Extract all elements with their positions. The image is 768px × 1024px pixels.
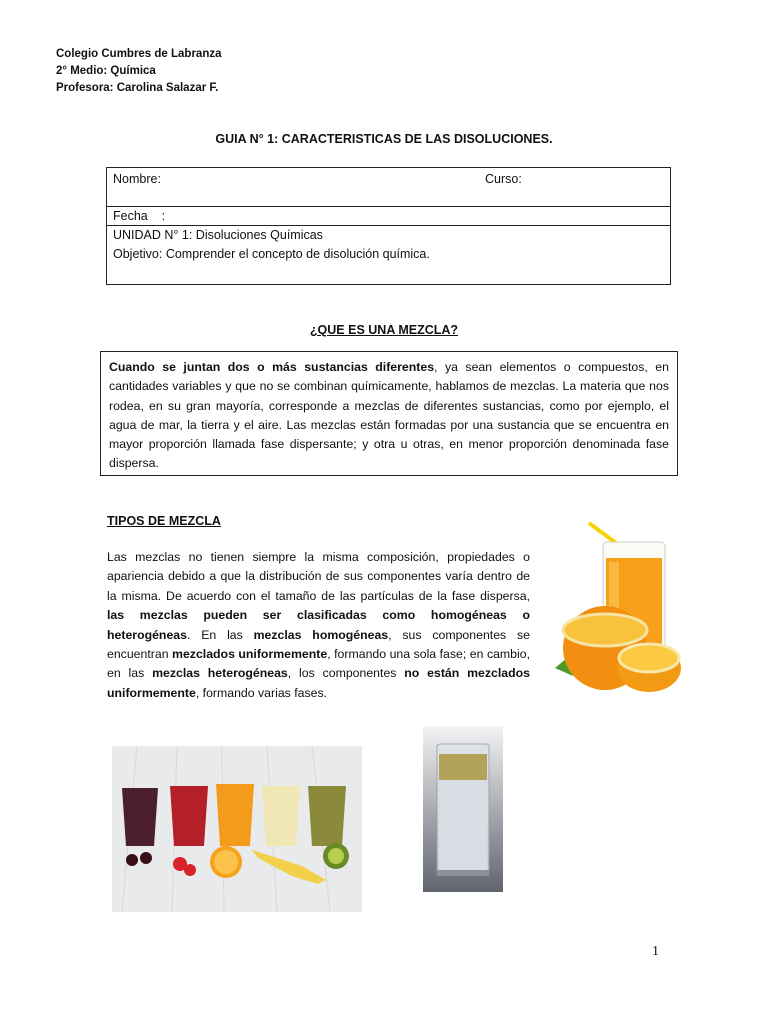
- tipos-text-3: , sus componentes se encuentran: [107, 627, 530, 662]
- page-number: 1: [652, 944, 659, 959]
- unidad-line: [113, 228, 323, 242]
- teacher-name: Profesora: Carolina Salazar F.: [56, 82, 219, 94]
- tipos-text-4: , formando una sola fase; en cambio, en las: [107, 647, 531, 681]
- definition-bold-lead: Cuando se juntan dos o más sustancias diferentes: [109, 360, 435, 374]
- course-name: 2° Medio: Química: [56, 65, 156, 77]
- tipos-text-6: , formando varias fases.: [195, 685, 328, 700]
- tipos-bold-1: las mezclas pueden ser clasificadas como homogéneas o heterogéneas: [107, 608, 530, 642]
- water-glass-image: [423, 726, 503, 892]
- unidad-value: Disoluciones Químicas: [192, 228, 323, 242]
- tipos-paragraph: [107, 548, 530, 703]
- document-header: [56, 46, 222, 97]
- unidad-row: [107, 226, 670, 284]
- orange-juice-image: [545, 518, 695, 698]
- tipos-bold-4: mezclas heterogéneas: [152, 666, 288, 681]
- definition-text: [109, 358, 669, 474]
- tipos-text-1: Las mezclas no tienen siempre la misma composición, propiedades o apariencia debido a que la distribución de sus componentes varía dentro de la misma. De acuerdo con el tamaño de las partículas de la fase dispersa,: [107, 550, 530, 603]
- curso-label: Curso:: [485, 172, 522, 186]
- section-question: ¿QUE ES UNA MEZCLA?: [309, 323, 459, 337]
- unidad-label: UNIDAD N° 1:: [113, 228, 193, 242]
- name-row: [107, 168, 670, 207]
- colored-juices-image: [112, 746, 362, 912]
- tipos-bold-5: no están mezclados uniformemente: [107, 666, 531, 700]
- tipos-heading: TIPOS DE MEZCLA: [107, 514, 221, 528]
- objetivo-value: Comprender el concepto de disolución química.: [162, 247, 430, 261]
- tipos-bold-3: mezclados uniformemente: [172, 647, 328, 662]
- definition-box: [100, 351, 678, 476]
- fecha-label: Fecha :: [113, 209, 166, 223]
- guide-title: GUIA N° 1: CARACTERISTICAS DE LAS DISOLUCIONES.: [215, 132, 553, 146]
- objetivo-line: [113, 247, 430, 261]
- tipos-bold-2: mezclas homogéneas: [253, 627, 389, 642]
- student-info-table: [106, 167, 671, 285]
- school-name: Colegio Cumbres de Labranza: [56, 48, 222, 60]
- fecha-row: [107, 207, 670, 226]
- tipos-text-2: . En las: [186, 627, 254, 642]
- objetivo-label: Objetivo:: [113, 247, 163, 261]
- definition-body: , ya sean elementos o compuestos, en cantidades variables y que no se combinan químicamente, hablamos de mezclas. La materia que nos rodea, en su gran mayoría, corresponde a mezclas de diferentes sustancias, como por ejemplo, el agua de mar, la tierra y el aire. Las mezclas están formadas por una sustancia que se encuentra en mayor proporción llamada fase dispersante; y otra u otras, en menor proporción denominada fase dispersa.: [109, 360, 669, 471]
- tipos-text-5: , los componentes: [287, 666, 405, 681]
- name-label: Nombre:: [113, 172, 161, 186]
